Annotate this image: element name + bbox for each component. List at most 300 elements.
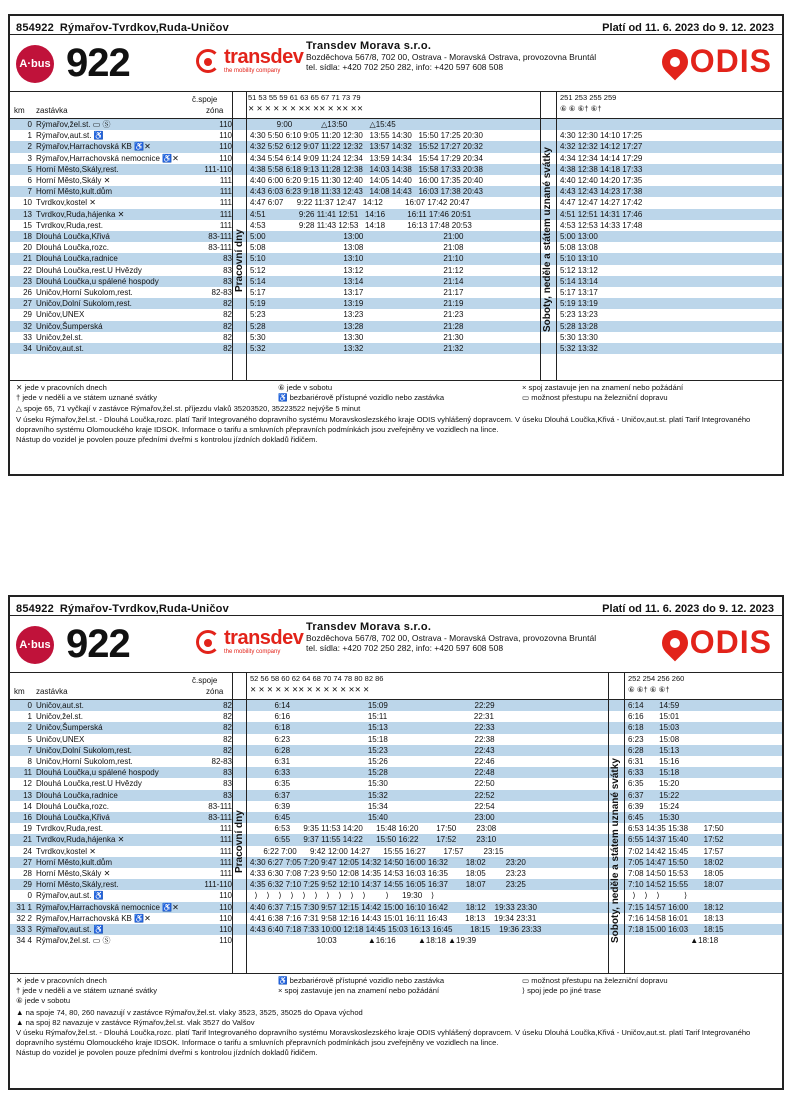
legend-item: ✕ jede v pracovních dnech <box>16 383 107 392</box>
legend-note: ▲ na spoj 82 navazuje v zastávce Rýmařov,žel.st. vlak 3527 do Valšov <box>16 1017 255 1027</box>
row-stop-name: Dlouhá Loučka,u spálené hospody <box>36 276 159 286</box>
timetable-row <box>10 711 782 722</box>
timetable-row <box>10 756 782 767</box>
timetable-row <box>10 879 782 890</box>
legend <box>10 973 782 1061</box>
row-zone: 110 <box>219 153 232 163</box>
legend-note: ▲ na spoje 74, 80, 260 navazují v zastávce Rýmařov,žel.st. vlaky 3523, 3525, 35025 do Opava východ <box>16 1007 363 1017</box>
row-weekday-times: 6:18 15:13 22:33 <box>250 723 495 733</box>
row-km: 13 <box>23 790 32 800</box>
row-weekend-times: ⟩ ⟩ ⟩ ⟩ <box>628 891 688 901</box>
timetable-row <box>10 778 782 789</box>
row-weekday-times: 4:47 6:07 9:22 11:37 12:47 14:12 16:07 17:42 20:47 <box>250 198 470 208</box>
row-weekday-times: 4:30 6:27 7:05 7:20 9:47 12:05 14:32 14:50 16:00 16:32 18:02 23:20 <box>250 857 526 867</box>
row-zone: 111-110 <box>204 880 232 890</box>
company-address: Bozděchova 567/8, 702 00, Ostrava - Moravská Ostrava, provozovna Bruntál <box>306 51 597 62</box>
row-stop-name: Dlouhá Loučka,Křivá <box>36 232 110 241</box>
sheet-header <box>10 597 782 616</box>
row-km: 15 <box>23 220 32 230</box>
brand-bar <box>10 35 782 93</box>
row-weekend-times: 4:40 12:40 14:20 17:35 <box>560 176 643 185</box>
row-stop-name: Dlouhá Loučka,rest.U Hvězdy <box>36 779 142 789</box>
row-weekday-times: 6:16 15:11 22:31 <box>250 712 494 722</box>
row-weekend-times: 5:10 13:10 <box>560 254 598 264</box>
row-stop-name: Uničov,žel.st. <box>36 332 83 342</box>
line-license-code: 854922 <box>16 22 54 34</box>
line-number: 922 <box>66 41 130 85</box>
row-km: 24 <box>23 846 32 856</box>
row-stop-name: Uničov,aut.st. <box>36 344 84 353</box>
odis-pin-icon <box>656 624 693 661</box>
row-weekday-times: 6:55 9:37 11:55 14:22 15:50 16:22 17:52 23:10 <box>250 835 497 845</box>
transdev-logo <box>196 47 303 74</box>
row-stop-name: Horní Město,kult.dům <box>36 187 113 197</box>
row-weekend-times: 6:14 14:59 <box>628 701 680 710</box>
abus-logo: A·bus <box>16 626 54 664</box>
sheet-header <box>10 16 782 35</box>
column-header <box>10 673 782 700</box>
transdev-wordmark: transdev <box>224 46 304 68</box>
row-weekday-times: 4:38 5:58 6:18 9:13 11:28 12:38 14:03 14:38 15:58 17:33 20:38 <box>250 164 483 174</box>
legend-item: ⑥ jede v sobotu <box>16 996 71 1006</box>
column-divider <box>608 673 609 973</box>
row-weekend-times: 4:38 12:38 14:18 17:33 <box>560 164 643 174</box>
row-zone: 111 <box>219 869 232 878</box>
connection-header: č.spoje <box>192 676 218 685</box>
row-stop-name: Dlouhá Loučka,radnice <box>36 254 118 264</box>
row-km: 1 <box>27 131 32 141</box>
column-divider <box>232 92 233 380</box>
weekday-trip-marks: ✕ ✕ ✕ ✕ ✕ ✕ ✕✕ ✕✕ ✕ ✕✕ ✕✕ <box>248 104 364 113</box>
row-stop-name: Uničov,UNEX <box>36 734 85 744</box>
row-weekend-times: 6:53 14:35 15:38 17:50 <box>628 824 724 834</box>
row-weekend-times: 6:23 15:08 <box>628 734 680 744</box>
timetable-row <box>10 153 782 164</box>
legend-column <box>278 383 522 403</box>
timetable-row <box>10 309 782 320</box>
legend-column <box>522 383 683 403</box>
row-zone: 111 <box>219 857 232 867</box>
row-km: 5 <box>27 164 32 174</box>
row-weekend-times: 7:02 14:42 15:45 17:57 <box>628 846 724 856</box>
legend-item: × spoj zastavuje jen na znamení nebo požádání <box>522 383 684 392</box>
validity-text: Platí od 11. 6. 2023 do 9. 12. 2023 <box>602 603 774 615</box>
legend-item: × spoj zastavuje jen na znamení nebo požádání <box>278 986 440 996</box>
row-km: 0 <box>27 120 32 129</box>
row-weekend-times: 7:15 14:57 16:00 18:12 <box>628 902 724 912</box>
row-weekend-times: 4:43 12:43 14:23 17:38 <box>560 187 643 197</box>
row-weekday-times: 4:40 6:00 6:20 9:15 11:30 12:40 14:05 14:40 16:00 17:35 20:40 <box>250 176 483 185</box>
row-weekday-times: 5:28 13:28 21:28 <box>250 321 464 331</box>
row-km: 27 <box>23 299 32 309</box>
legend-notes <box>16 1008 776 1059</box>
legend-column <box>16 383 278 403</box>
row-km: 28 <box>23 869 32 878</box>
row-stop-name: Horní Město,Skály,rest. <box>36 164 119 174</box>
column-divider <box>540 92 541 380</box>
row-weekend-times: 6:39 15:24 <box>628 801 680 811</box>
row-km: 12 <box>23 779 32 789</box>
route-name: Rýmařov-Tvrdkov,Ruda-Uničov <box>59 22 229 34</box>
row-weekday-times: 6:33 15:28 22:48 <box>250 768 495 778</box>
row-stop-name: Rýmařov,žel.st. ▭ Ⓢ <box>36 936 111 946</box>
row-weekday-times: 4:43 6:40 7:18 7:33 10:00 12:18 14:45 15:03 16:13 16:45 18:15 19:36 23:33 <box>250 925 542 934</box>
timetable-row <box>10 700 782 711</box>
row-zone: 110 <box>219 936 232 946</box>
line-number: 922 <box>66 622 130 666</box>
row-weekday-times: ⟩ ⟩ ⟩ ⟩ ⟩ ⟩ ⟩ ⟩ ⟩ ⟩ ⟩ 19:30 ⟩ <box>250 891 435 901</box>
row-stop-name: Tvrdkov,Ruda,hájenka ✕ <box>36 835 125 845</box>
timetable-row <box>10 332 782 343</box>
column-divider <box>556 92 557 380</box>
row-weekend-times: 4:51 12:51 14:31 17:46 <box>560 209 643 219</box>
row-zone: 110 <box>219 142 232 152</box>
column-divider <box>246 92 247 380</box>
row-zone: 82 <box>223 712 232 722</box>
row-weekday-times: 6:22 7:00 9:42 12:00 14:27 15:55 16:27 17:57 23:15 <box>250 846 504 856</box>
row-weekend-times: 4:34 12:34 14:14 17:29 <box>560 153 643 163</box>
row-stop-name: Uničov,Horní Sukolom,rest. <box>36 757 133 766</box>
legend-item: ⑥ jede v sobotu <box>278 383 333 392</box>
row-stop-name: Tvrdkov,kostel ✕ <box>36 198 96 208</box>
row-stop-name: Dlouhá Loučka,rozc. <box>36 243 109 253</box>
stop-header: zastávka <box>36 687 68 696</box>
row-weekday-times: 4:33 6:30 7:08 7:23 9:50 12:08 14:35 14:53 16:03 16:35 18:05 23:23 <box>250 869 526 878</box>
timetable-row <box>10 846 782 857</box>
legend-item: ▭ možnost přestupu na železniční dopravu <box>522 393 668 403</box>
row-zone: 82 <box>223 734 232 744</box>
row-weekday-times: 4:34 5:54 6:14 9:09 11:24 12:34 13:59 14:34 15:54 17:29 20:34 <box>250 153 483 163</box>
company-info <box>306 41 596 73</box>
row-weekend-times: 4:30 12:30 14:10 17:25 <box>560 131 643 141</box>
timetable-row <box>10 231 782 242</box>
row-weekend-times: 4:32 12:32 14:12 17:27 <box>560 142 643 152</box>
row-km: 33 3 <box>16 925 32 934</box>
timetable-row <box>10 834 782 845</box>
legend-item: ⟩ spoj jede po jiné trase <box>522 986 601 996</box>
timetable-row <box>10 812 782 823</box>
row-weekday-times: 5:30 13:30 21:30 <box>250 332 464 342</box>
row-zone: 110 <box>219 891 232 901</box>
row-km: 19 <box>23 824 32 834</box>
odis-logo <box>662 43 772 80</box>
row-km: 33 <box>23 332 32 342</box>
row-km: 5 <box>27 734 32 744</box>
row-km: 32 2 <box>16 913 32 923</box>
legend-item: ✕ jede v pracovních dnech <box>16 976 107 985</box>
row-weekday-times: 5:19 13:19 21:19 <box>250 299 464 309</box>
row-zone: 110 <box>219 925 232 934</box>
company-address: Bozděchova 567/8, 702 00, Ostrava - Moravská Ostrava, provozovna Bruntál <box>306 632 597 643</box>
row-stop-name: Dlouhá Loučka,rozc. <box>36 801 109 811</box>
row-stop-name: Tvrdkov,Ruda,rest. <box>36 220 103 230</box>
transdev-logo <box>196 628 303 655</box>
timetable-row <box>10 141 782 152</box>
legend-item: † jede v neděli a ve státem uznané svátky <box>16 393 157 403</box>
timetable-grid <box>10 672 782 974</box>
zone-header: zóna <box>206 687 224 696</box>
timetable-row <box>10 209 782 220</box>
row-zone: 111 <box>219 198 232 208</box>
row-weekday-times: 5:14 13:14 21:14 <box>250 276 464 286</box>
row-zone: 83 <box>223 254 232 264</box>
row-km: 32 <box>23 321 32 331</box>
row-km: 7 <box>27 187 32 197</box>
weekend-trip-marks: ⑥ ⑥ ⑥† ⑥† <box>560 104 602 113</box>
legend-notes <box>16 404 776 445</box>
row-stop-name: Rýmařov,Harrachovská KB ♿✕ <box>36 913 151 923</box>
timetable-sheet-inbound <box>8 595 784 1090</box>
row-zone: 82 <box>223 332 232 342</box>
timetable-row <box>10 734 782 745</box>
row-zone: 82-83 <box>211 288 232 297</box>
row-zone: 82 <box>223 299 232 309</box>
timetable-row <box>10 276 782 287</box>
row-km: 34 4 <box>16 936 32 946</box>
timetable-row <box>10 321 782 332</box>
row-zone: 110 <box>219 902 232 912</box>
column-divider <box>246 673 247 973</box>
row-weekend-times: 7:10 14:52 15:55 18:07 <box>628 880 724 890</box>
row-weekend-times: 6:37 15:22 <box>628 790 680 800</box>
row-stop-name: Uničov,UNEX <box>36 310 85 320</box>
weekday-trip-numbers: 52 56 58 60 62 64 68 70 74 78 80 82 86 <box>250 674 384 683</box>
row-weekend-times: 6:28 15:13 <box>628 745 680 755</box>
row-km: 20 <box>23 243 32 253</box>
row-weekday-times: 6:45 15:40 23:00 <box>250 813 495 822</box>
row-weekend-times: 5:19 13:19 <box>560 299 598 309</box>
row-stop-name: Horní Město,Skály ✕ <box>36 176 111 185</box>
timetable-row <box>10 924 782 935</box>
row-weekend-times: 7:05 14:47 15:50 18:02 <box>628 857 724 867</box>
legend-note: V úseku Rýmařov,žel.st. - Dlouhá Loučka,rozc. platí Tarif Integrovaného dopravního systému Moravskoslezského kraje ODIS vyhlášený dopravcem. V úseku Dlouhá Loučka,Křivá - Uničov,aut.st. platí Tarif Integrovaného dopravního systému Olomouckého kraje IDSOK. Informace o tarifu a smluvních přepravních podmínkách jsou zveřejněny ve vozidlech na lince. <box>16 414 751 434</box>
row-stop-name: Rýmařov,aut.st. ♿ <box>36 131 104 141</box>
column-divider <box>624 673 625 973</box>
row-zone: 82 <box>223 344 232 353</box>
row-stop-name: Rýmařov,Harrachovská KB ♿✕ <box>36 142 151 152</box>
row-zone: 110 <box>219 120 232 129</box>
row-km: 16 <box>23 813 32 822</box>
row-weekend-times: 6:33 15:18 <box>628 768 680 778</box>
transdev-wordmark: transdev <box>224 627 304 649</box>
row-stop-name: Rýmařov,aut.st. ♿ <box>36 925 104 934</box>
row-zone: 82 <box>223 321 232 331</box>
route-name: Rýmařov-Tvrdkov,Ruda-Uničov <box>59 603 229 615</box>
row-stop-name: Uničov,Dolní Sukolom,rest. <box>36 299 132 309</box>
row-weekday-times: 6:14 15:09 22:29 <box>250 701 495 710</box>
km-header: km <box>14 687 25 696</box>
row-stop-name: Uničov,Šumperská <box>36 321 103 331</box>
weekend-trip-marks: ⑥ ⑥† ⑥ ⑥† <box>628 685 670 694</box>
timetable-row <box>10 197 782 208</box>
row-weekend-times: 6:31 15:16 <box>628 757 680 766</box>
line-license-code: 854922 <box>16 603 54 615</box>
row-km: 26 <box>23 288 32 297</box>
timetable-row <box>10 164 782 175</box>
row-weekday-times: 4:41 6:38 7:16 7:31 9:58 12:16 14:43 15:01 16:11 16:43 18:13 19:34 23:31 <box>250 913 537 923</box>
row-weekday-times: 6:35 15:30 22:50 <box>250 779 495 789</box>
timetable-row <box>10 868 782 879</box>
legend-column <box>278 976 522 1007</box>
row-stop-name: Uničov,žel.st. <box>36 712 83 722</box>
timetable-row <box>10 935 782 946</box>
legend-note: Nástup do vozidel je povolen pouze předními dveřmi s kontrolou jízdních dokladů řidičem. <box>16 435 318 445</box>
row-zone: 110 <box>219 131 232 141</box>
row-weekend-times: 6:16 15:01 <box>628 712 680 722</box>
legend-note: △ spoje 65, 71 vyčkají v zastávce Rýmařov,žel.st. příjezdu vlaků 35203520, 35223522 nejvýše 5 minut <box>16 404 361 414</box>
row-weekend-times: 4:47 12:47 14:27 17:42 <box>560 198 643 208</box>
timetable-row <box>10 287 782 298</box>
row-weekend-times: ▲18:18 <box>628 936 719 946</box>
row-weekday-times: 5:00 13:00 21:00 <box>250 232 464 241</box>
row-weekend-times: 5:30 13:30 <box>560 332 598 342</box>
odis-wordmark: ODIS <box>689 43 772 79</box>
timetable-row <box>10 119 782 130</box>
row-zone: 83-111 <box>208 801 232 811</box>
row-zone: 83 <box>223 790 232 800</box>
weekend-trip-numbers: 251 253 255 259 <box>560 93 617 102</box>
row-km: 2 <box>27 142 32 152</box>
weekday-trip-numbers: 51 53 55 59 61 63 65 67 71 73 79 <box>248 93 361 102</box>
legend-note: V úseku Rýmařov,žel.st. - Dlouhá Loučka,rozc. platí Tarif Integrovaného dopravního systému Moravskoslezského kraje ODIS vyhlášený dopravcem. V úseku Dlouhá Loučka,Křivá - Uničov,aut.st. platí Tarif Integrovaného dopravního systému Olomouckého kraje IDSOK. Informace o tarifu a smluvních přepravních podmínkách jsou zveřejněny ve vozidlech na lince. <box>16 1028 751 1048</box>
row-km: 8 <box>27 757 32 766</box>
row-km: 34 <box>23 344 32 353</box>
timetable-row <box>10 175 782 186</box>
row-weekday-times: 5:32 13:32 21:32 <box>250 344 464 353</box>
row-weekday-times: 5:17 13:17 21:17 <box>250 288 464 297</box>
row-stop-name: Horní Město,Skály ✕ <box>36 869 111 878</box>
row-km: 21 <box>23 254 32 264</box>
timetable-row <box>10 253 782 264</box>
timetable-grid <box>10 91 782 381</box>
row-zone: 111 <box>219 824 232 834</box>
row-weekday-times: 6:53 9:35 11:53 14:20 15:48 16:20 17:50 23:08 <box>250 824 497 834</box>
row-zone: 83-111 <box>208 232 232 241</box>
validity-text: Platí od 11. 6. 2023 do 9. 12. 2023 <box>602 22 774 34</box>
row-weekend-times: 5:17 13:17 <box>560 288 598 297</box>
row-km: 3 <box>27 153 32 163</box>
row-stop-name: Rýmařov,Harrachovská nemocnice ♿✕ <box>36 153 179 163</box>
company-phone: tel. sídla: +420 702 250 282, info: +420 597 608 508 <box>306 643 504 653</box>
row-stop-name: Tvrdkov,kostel ✕ <box>36 846 96 856</box>
row-weekend-times: 5:08 13:08 <box>560 243 598 253</box>
legend <box>10 380 782 447</box>
legend-item: ▭ možnost přestupu na železniční dopravu <box>522 976 668 985</box>
row-weekend-times: 5:00 13:00 <box>560 232 598 241</box>
row-km: 29 <box>23 310 32 320</box>
timetable-row <box>10 242 782 253</box>
row-stop-name: Rýmařov,žel.st. ▭ Ⓢ <box>36 120 111 129</box>
row-weekend-times: 5:12 13:12 <box>560 265 598 275</box>
row-weekend-times: 7:18 15:00 16:03 18:15 <box>628 925 724 934</box>
weekend-label: Soboty, neděle a státem uznané svátky <box>610 758 621 943</box>
legend-item: † jede v neděli a ve státem uznané svátky <box>16 986 157 996</box>
legend-note: Nástup do vozidel je povolen pouze předními dveřmi s kontrolou jízdních dokladů řidičem. <box>16 1048 318 1058</box>
timetable-row <box>10 823 782 834</box>
company-info <box>306 622 596 654</box>
row-weekend-times: 7:16 14:58 16:01 18:13 <box>628 913 724 923</box>
row-zone: 110 <box>219 913 232 923</box>
row-weekday-times: 4:53 9:28 11:43 12:53 14:18 16:13 17:48 20:53 <box>250 220 472 230</box>
timetable-row <box>10 890 782 901</box>
row-weekend-times: 5:32 13:32 <box>560 344 598 353</box>
row-km: 0 <box>27 701 32 710</box>
legend-column <box>522 976 668 1007</box>
row-km: 11 <box>23 768 32 778</box>
row-weekend-times: 5:14 13:14 <box>560 276 598 286</box>
row-zone: 111 <box>219 846 232 856</box>
timetable-row <box>10 745 782 756</box>
company-name: Transdev Morava s.r.o. <box>306 621 432 633</box>
row-weekday-times: 6:39 15:34 22:54 <box>250 801 495 811</box>
row-zone: 82 <box>223 701 232 710</box>
row-km: 18 <box>23 232 32 241</box>
column-header <box>10 92 782 119</box>
row-zone: 82 <box>223 310 232 320</box>
row-weekday-times: 5:08 13:08 21:08 <box>250 243 464 253</box>
row-stop-name: Dlouhá Loučka,radnice <box>36 790 118 800</box>
legend-column <box>16 976 278 1007</box>
timetable-row <box>10 265 782 276</box>
row-km: 6 <box>27 176 32 185</box>
row-stop-name: Rýmařov,Harrachovská nemocnice ♿✕ <box>36 902 179 912</box>
odis-wordmark: ODIS <box>689 624 772 660</box>
row-km: 29 <box>23 880 32 890</box>
row-km: 23 <box>23 276 32 286</box>
company-phone: tel. sídla: +420 702 250 282, info: +420 597 608 508 <box>306 62 504 72</box>
row-zone: 83 <box>223 265 232 275</box>
km-header: km <box>14 106 25 115</box>
transdev-swirl-icon <box>196 49 220 73</box>
row-stop-name: Uničov,Horní Sukolom,rest. <box>36 288 133 297</box>
row-stop-name: Dlouhá Loučka,Křivá <box>36 813 110 822</box>
row-zone: 83 <box>223 779 232 789</box>
row-zone: 111 <box>219 187 232 197</box>
row-weekday-times: 5:12 13:12 21:12 <box>250 265 464 275</box>
column-divider <box>232 673 233 973</box>
row-weekend-times: 6:35 15:20 <box>628 779 680 789</box>
row-weekend-times: 6:18 15:03 <box>628 723 680 733</box>
weekend-trip-numbers: 252 254 256 260 <box>628 674 685 683</box>
row-zone: 83 <box>223 768 232 778</box>
row-km: 21 <box>23 835 32 845</box>
brand-bar <box>10 616 782 674</box>
row-weekday-times: 6:28 15:23 22:43 <box>250 745 495 755</box>
row-weekday-times: 4:30 5:50 6:10 9:05 11:20 12:30 13:55 14:30 15:50 17:25 20:30 <box>250 131 483 141</box>
row-stop-name: Horní Město,kult.dům <box>36 857 113 867</box>
zone-header: zóna <box>206 106 224 115</box>
timetable-row <box>10 857 782 868</box>
weekend-label: Soboty, neděle a státem uznané svátky <box>542 147 553 332</box>
row-zone: 111 <box>219 176 232 185</box>
row-zone: 111 <box>219 835 232 845</box>
row-stop-name: Uničov,Šumperská <box>36 723 103 733</box>
row-weekday-times: 6:31 15:26 22:46 <box>250 757 495 766</box>
weekday-label: Pracovní dny <box>234 229 245 292</box>
row-zone: 111-110 <box>204 164 232 174</box>
timetable-sheet-outbound <box>8 14 784 476</box>
weekday-label: Pracovní dny <box>234 810 245 873</box>
row-weekday-times: 6:37 15:32 22:52 <box>250 790 495 800</box>
timetable-row <box>10 298 782 309</box>
company-name: Transdev Morava s.r.o. <box>306 40 432 52</box>
timetable-row <box>10 186 782 197</box>
row-stop-name: Uničov,aut.st. <box>36 701 84 710</box>
abus-logo: A·bus <box>16 45 54 83</box>
row-weekend-times: 5:23 13:23 <box>560 310 598 320</box>
row-km: 0 <box>27 891 32 901</box>
row-weekday-times: 4:40 6:37 7:15 7:30 9:57 12:15 14:42 15:00 16:10 16:42 18:12 19:33 23:30 <box>250 902 537 912</box>
